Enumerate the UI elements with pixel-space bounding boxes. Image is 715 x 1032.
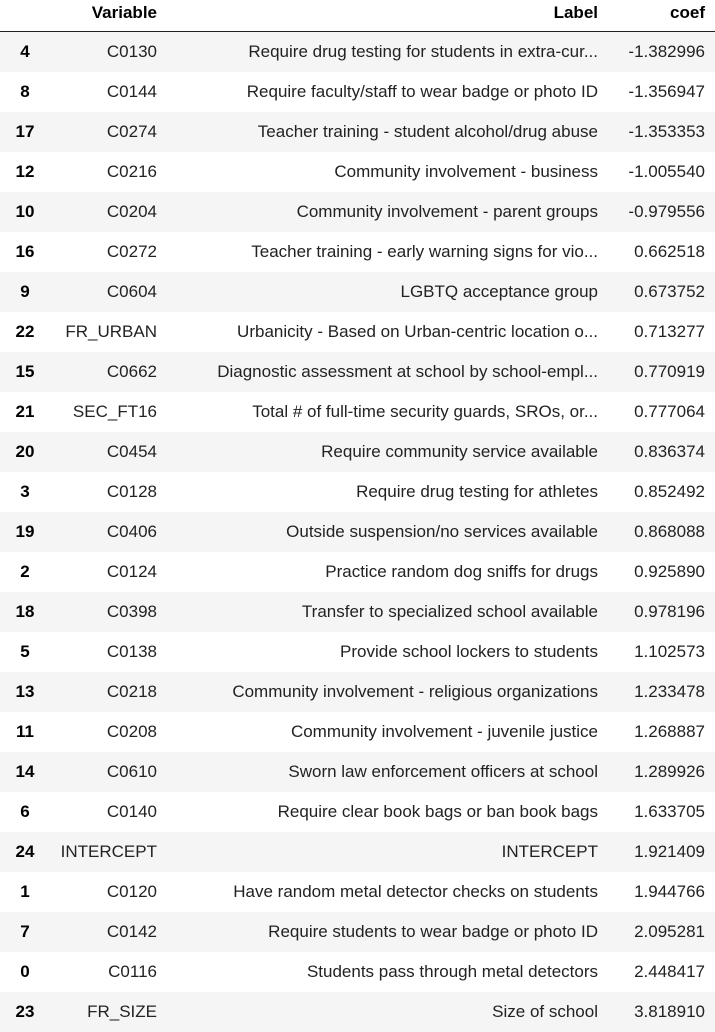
cell-label: Sworn law enforcement officers at school	[167, 752, 608, 792]
cell-label: Transfer to specialized school available	[167, 592, 608, 632]
cell-coef: 1.289926	[608, 752, 715, 792]
table-row	[0, 672, 715, 712]
cell-coef: 0.925890	[608, 552, 715, 592]
cell-variable: C0604	[42, 272, 167, 312]
row-index: 24	[0, 832, 42, 872]
row-index: 9	[0, 272, 42, 312]
row-index: 4	[0, 32, 42, 73]
row-index: 21	[0, 392, 42, 432]
cell-label: Teacher training - student alcohol/drug abuse	[167, 112, 608, 152]
table-row	[0, 592, 715, 632]
cell-coef: -1.356947	[608, 72, 715, 112]
cell-variable: C0140	[42, 792, 167, 832]
cell-variable: C0216	[42, 152, 167, 192]
row-index: 12	[0, 152, 42, 192]
table-row	[0, 632, 715, 672]
cell-coef: 1.633705	[608, 792, 715, 832]
cell-variable: C0208	[42, 712, 167, 752]
cell-label: Community involvement - religious organizations	[167, 672, 608, 712]
cell-coef: 1.102573	[608, 632, 715, 672]
cell-variable: INTERCEPT	[42, 832, 167, 872]
cell-label: Require students to wear badge or photo ID	[167, 912, 608, 952]
table-row	[0, 112, 715, 152]
cell-label: LGBTQ acceptance group	[167, 272, 608, 312]
cell-coef: 0.836374	[608, 432, 715, 472]
cell-variable: C0610	[42, 752, 167, 792]
cell-coef: -1.005540	[608, 152, 715, 192]
cell-variable: C0204	[42, 192, 167, 232]
row-index: 7	[0, 912, 42, 952]
table-row	[0, 872, 715, 912]
cell-label: Require community service available	[167, 432, 608, 472]
row-index: 20	[0, 432, 42, 472]
row-index: 2	[0, 552, 42, 592]
cell-coef: 3.818910	[608, 992, 715, 1032]
row-index: 17	[0, 112, 42, 152]
cell-label: Community involvement - juvenile justice	[167, 712, 608, 752]
row-index: 14	[0, 752, 42, 792]
cell-variable: C0662	[42, 352, 167, 392]
cell-variable: C0124	[42, 552, 167, 592]
table-row	[0, 952, 715, 992]
table-row	[0, 32, 715, 73]
cell-label: Teacher training - early warning signs for vio...	[167, 232, 608, 272]
table-row	[0, 752, 715, 792]
cell-label: Practice random dog sniffs for drugs	[167, 552, 608, 592]
cell-coef: 0.673752	[608, 272, 715, 312]
cell-variable: C0272	[42, 232, 167, 272]
cell-coef: 0.777064	[608, 392, 715, 432]
row-index: 19	[0, 512, 42, 552]
table-row	[0, 392, 715, 432]
cell-label: Community involvement - business	[167, 152, 608, 192]
table-row	[0, 792, 715, 832]
cell-label: Diagnostic assessment at school by school-empl...	[167, 352, 608, 392]
header-variable: Variable	[42, 0, 167, 32]
cell-variable: C0138	[42, 632, 167, 672]
row-index: 22	[0, 312, 42, 352]
row-index: 0	[0, 952, 42, 992]
cell-coef: 0.868088	[608, 512, 715, 552]
cell-coef: 0.852492	[608, 472, 715, 512]
cell-label: Require faculty/staff to wear badge or photo ID	[167, 72, 608, 112]
table-row	[0, 832, 715, 872]
cell-label: Require drug testing for students in extra-cur...	[167, 32, 608, 73]
table-row	[0, 472, 715, 512]
table-row	[0, 272, 715, 312]
table-row	[0, 552, 715, 592]
table-row	[0, 352, 715, 392]
row-index: 5	[0, 632, 42, 672]
cell-label: Provide school lockers to students	[167, 632, 608, 672]
cell-coef: -0.979556	[608, 192, 715, 232]
row-index: 1	[0, 872, 42, 912]
cell-variable: C0120	[42, 872, 167, 912]
header-index	[0, 0, 42, 32]
cell-coef: 2.448417	[608, 952, 715, 992]
cell-label: INTERCEPT	[167, 832, 608, 872]
header-coef: coef	[608, 0, 715, 32]
table-row	[0, 992, 715, 1032]
row-index: 8	[0, 72, 42, 112]
table-row	[0, 712, 715, 752]
header-label: Label	[167, 0, 608, 32]
cell-variable: C0406	[42, 512, 167, 552]
row-index: 16	[0, 232, 42, 272]
cell-variable: C0398	[42, 592, 167, 632]
cell-variable: C0218	[42, 672, 167, 712]
cell-variable: C0128	[42, 472, 167, 512]
table-row	[0, 512, 715, 552]
table-body	[0, 32, 715, 1032]
cell-variable: C0142	[42, 912, 167, 952]
cell-variable: FR_URBAN	[42, 312, 167, 352]
row-index: 18	[0, 592, 42, 632]
cell-coef: 0.770919	[608, 352, 715, 392]
row-index: 23	[0, 992, 42, 1032]
table-row	[0, 72, 715, 112]
row-index: 10	[0, 192, 42, 232]
cell-label: Have random metal detector checks on students	[167, 872, 608, 912]
table-row	[0, 312, 715, 352]
row-index: 6	[0, 792, 42, 832]
cell-variable: C0454	[42, 432, 167, 472]
row-index: 11	[0, 712, 42, 752]
table-row	[0, 912, 715, 952]
cell-coef: 1.268887	[608, 712, 715, 752]
header-row	[0, 0, 715, 32]
cell-label: Community involvement - parent groups	[167, 192, 608, 232]
cell-label: Urbanicity - Based on Urban-centric location o...	[167, 312, 608, 352]
cell-coef: 0.978196	[608, 592, 715, 632]
cell-variable: C0274	[42, 112, 167, 152]
cell-label: Students pass through metal detectors	[167, 952, 608, 992]
table-row	[0, 192, 715, 232]
cell-variable: C0116	[42, 952, 167, 992]
cell-coef: 0.662518	[608, 232, 715, 272]
cell-variable: SEC_FT16	[42, 392, 167, 432]
table-row	[0, 432, 715, 472]
cell-label: Require drug testing for athletes	[167, 472, 608, 512]
cell-coef: 0.713277	[608, 312, 715, 352]
cell-coef: -1.353353	[608, 112, 715, 152]
cell-variable: FR_SIZE	[42, 992, 167, 1032]
cell-label: Require clear book bags or ban book bags	[167, 792, 608, 832]
cell-coef: 1.233478	[608, 672, 715, 712]
cell-coef: 1.921409	[608, 832, 715, 872]
row-index: 3	[0, 472, 42, 512]
cell-label: Outside suspension/no services available	[167, 512, 608, 552]
cell-label: Size of school	[167, 992, 608, 1032]
cell-coef: -1.382996	[608, 32, 715, 73]
table-row	[0, 232, 715, 272]
cell-coef: 2.095281	[608, 912, 715, 952]
table-row	[0, 152, 715, 192]
cell-coef: 1.944766	[608, 872, 715, 912]
table-header	[0, 0, 715, 32]
cell-label: Total # of full-time security guards, SROs, or...	[167, 392, 608, 432]
cell-variable: C0130	[42, 32, 167, 73]
cell-variable: C0144	[42, 72, 167, 112]
row-index: 15	[0, 352, 42, 392]
row-index: 13	[0, 672, 42, 712]
